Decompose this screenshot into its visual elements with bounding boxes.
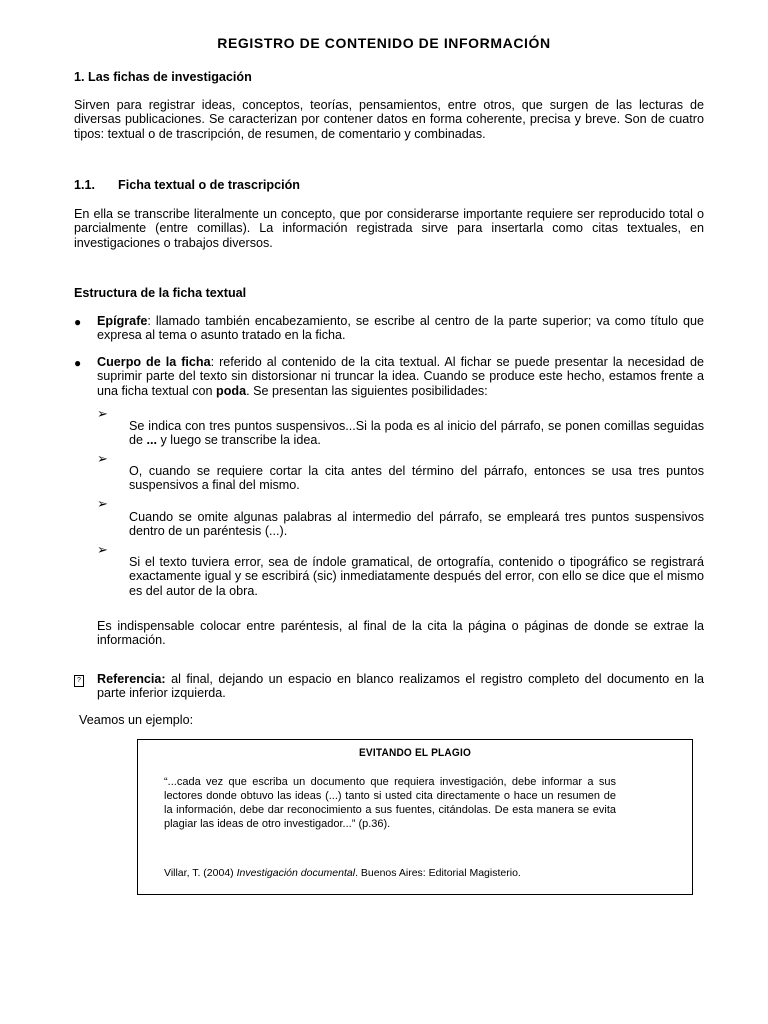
bullet-icon: ●: [74, 356, 82, 370]
bullet-icon: ●: [74, 315, 82, 329]
bullet-cuerpo: [97, 355, 704, 398]
example-card-quote: “...cada vez que escriba un documento que requiera investigación, debe informar a sus lectores donde obtuvo las ideas (...) tanto si usted cita directamente o hace un resumen de la información, debe dar reconocimiento a sus fuentes, citándolas. De esta manera se evita plagiar las ideas de otro investigador...” (p.36).: [164, 776, 616, 830]
subitem-3: Cuando se omite algunas palabras al intermedio del párrafo, se empleará tres puntos suspensivos dentro de un paréntesis (...).: [129, 510, 704, 539]
example-card-reference: [164, 867, 521, 879]
example-card-title: EVITANDO EL PLAGIO: [358, 747, 472, 759]
arrow-bullet-icon: ➢: [97, 496, 108, 511]
section-paragraph-ficha-textual: En ella se transcribe literalmente un concepto, que por considerarse importante requiere ser reproducido total o parcialmente (entre comillas). La información registrada sirve para insertarla como citas textuales, en investigaciones o trabajos diversos.: [74, 207, 704, 250]
arrow-bullet-icon: ➢: [97, 542, 108, 557]
subitem-1: [129, 419, 704, 448]
subitem-2: O, cuando se requiere cortar la cita antes del término del párrafo, entonces se usa tres puntos suspensivos a final del mismo.: [129, 464, 704, 493]
reference-publisher: . Buenos Aires: Editorial Magisterio.: [355, 867, 521, 879]
arrow-bullet-icon: ➢: [97, 406, 108, 421]
bullet-term: Cuerpo de la ficha: [97, 355, 211, 369]
section-heading-ficha-textual: [74, 178, 300, 192]
example-card: [137, 739, 693, 895]
bullet-bold-word: poda: [216, 383, 247, 398]
reference-paragraph: [97, 672, 704, 701]
example-intro: Veamos un ejemplo:: [79, 713, 194, 727]
reference-term: Referencia:: [97, 672, 166, 686]
reference-author: Villar, T. (2004): [164, 867, 237, 879]
subitem-bold: ...: [146, 433, 158, 448]
note-paragraph: Es indispensable colocar entre paréntesis, al final de la cita la página o páginas de donde se extrae la información.: [97, 619, 704, 648]
subitem-text: Se indica con tres puntos suspensivos...Si la poda es al inicio del párrafo, se ponen comillas seguidas de: [129, 419, 704, 448]
section-paragraph-fichas: Sirven para registrar ideas, conceptos, teorías, pensamientos, entre otros, que surgen de las lecturas de diversas publicaciones. Se caracterizan por contener datos en forma coherente, precisa y breve. Son de cuatro tipos: textual o de trascripción, de resumen, de comentario y combinadas.: [74, 98, 704, 141]
subitem-4: Si el texto tuviera error, sea de índole gramatical, de ortografía, contenido o tipográfico se registrará exactamente igual y se escribirá (sic) inmediatamente después del error, con ello se dice que el mismo es del autor de la obra.: [129, 555, 704, 598]
reference-title: Investigación documental: [236, 867, 356, 879]
page-title: REGISTRO DE CONTENIDO DE INFORMACIÓN: [217, 35, 551, 51]
arrow-bullet-icon: ➢: [97, 451, 108, 466]
bullet-text: : llamado también encabezamiento, se escribe al centro de la parte superior; va como título que expresa al tema o asunto tratado en la ficha.: [97, 314, 704, 343]
structure-heading: Estructura de la ficha textual: [74, 286, 247, 300]
bullet-text-after: . Se presentan las siguientes posibilidades:: [246, 383, 488, 398]
reference-marker-icon: ?: [74, 675, 84, 687]
section-number: 1.1.: [74, 178, 96, 192]
reference-text: al final, dejando un espacio en blanco realizamos el registro completo del documento en la parte inferior izquierda.: [97, 672, 704, 701]
bullet-text: : referido al contenido de la cita textual. Al fichar se puede presentar la necesidad de suprimir parte del texto sin distorsionar ni truncar la idea. Cuando se produce este hecho, estamos frente a una ficha textual con: [97, 355, 705, 398]
bullet-epigrafe: [97, 314, 704, 343]
bullet-term: Epígrafe: [97, 314, 148, 328]
section-heading-label: Ficha textual o de trascripción: [118, 178, 300, 192]
subitem-text-after: y luego se transcribe la idea.: [157, 433, 321, 448]
section-heading-fichas: 1. Las fichas de investigación: [74, 70, 252, 84]
